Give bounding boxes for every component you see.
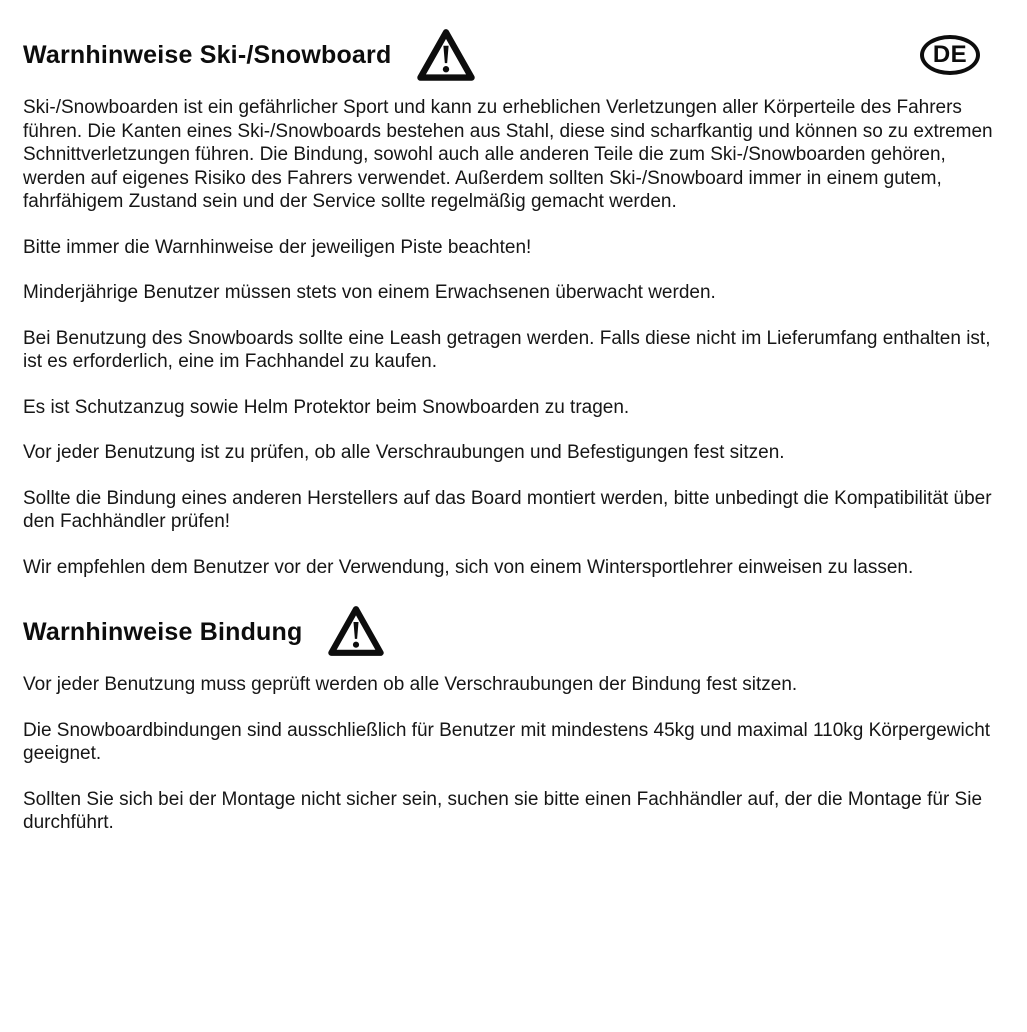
paragraph-risk-general: Ski-/Snowboarden ist ein gefährlicher Sport und kann zu erheblichen Verletzungen aller Körperteile des Fahrers führen. Die Kanten eines Ski-/Snowboards bestehen aus Stahl, diese sind scharfkantig und können so zu extremen Schnittverletzungen führen. Die Bindung, sowohl auch alle anderen Teile die zum Ski-/Snowboarden gehören, werden auf eigenes Risiko des Fahrers verwendet. Außerdem sollten Ski-/Snowboard immer in einem gutem, fahrfähigem Zustand sein und der Service sollte regelmäßig gemacht werden. <box>23 97 993 212</box>
language-badge: DE <box>920 35 980 75</box>
section-heading-row-ski-snowboard <box>23 26 1007 84</box>
paragraph-mounting-dealer: Sollten Sie sich bei der Montage nicht sicher sein, suchen sie bitte einen Fachhändler auf, der die Montage für Sie durchführt. <box>23 788 983 833</box>
paragraph-leash: Bei Benutzung des Snowboards sollte eine Leash getragen werden. Falls diese nicht im Lieferumfang enthalten ist, ist es erforderlich, eine im Fachhandel zu kaufen. <box>23 327 991 372</box>
section-body-ski-snowboard <box>23 96 1007 579</box>
section-body-binding <box>23 673 1007 835</box>
warning-triangle-icon <box>417 27 475 83</box>
paragraph-weight-limits: Die Snowboardbindungen sind ausschließlich für Benutzer mit mindestens 45kg und maximal 110kg Körpergewicht geeignet. <box>23 719 991 764</box>
paragraph-minors: Minderjährige Benutzer müssen stets von einem Erwachsenen überwacht werden. <box>23 282 716 303</box>
paragraph-check-screws: Vor jeder Benutzung ist zu prüfen, ob alle Verschraubungen und Befestigungen fest sitzen. <box>23 442 785 463</box>
paragraph-protective-gear: Es ist Schutzanzug sowie Helm Protektor beim Snowboarden zu tragen. <box>23 396 630 418</box>
section-heading-row-binding <box>23 603 1007 661</box>
section-title-binding: Warnhinweise Bindung <box>23 617 303 646</box>
warning-triangle-icon <box>328 604 386 660</box>
paragraph-binding-screws: Vor jeder Benutzung muss geprüft werden ob alle Verschraubungen der Bindung fest sitzen. <box>23 674 798 695</box>
paragraph-binding-compat: Sollte die Bindung eines anderen Herstellers auf das Board montiert werden, bitte unbedingt die Kompatibilität über den Fachhändler prüfen! <box>23 487 992 532</box>
section-title-ski-snowboard: Warnhinweise Ski-/Snowboard <box>23 40 392 69</box>
paragraph-instructor: Wir empfehlen dem Benutzer vor der Verwendung, sich von einem Wintersportlehrer einweisen zu lassen. <box>23 556 914 578</box>
paragraph-piste-signs: Bitte immer die Warnhinweise der jeweiligen Piste beachten! <box>23 236 532 258</box>
